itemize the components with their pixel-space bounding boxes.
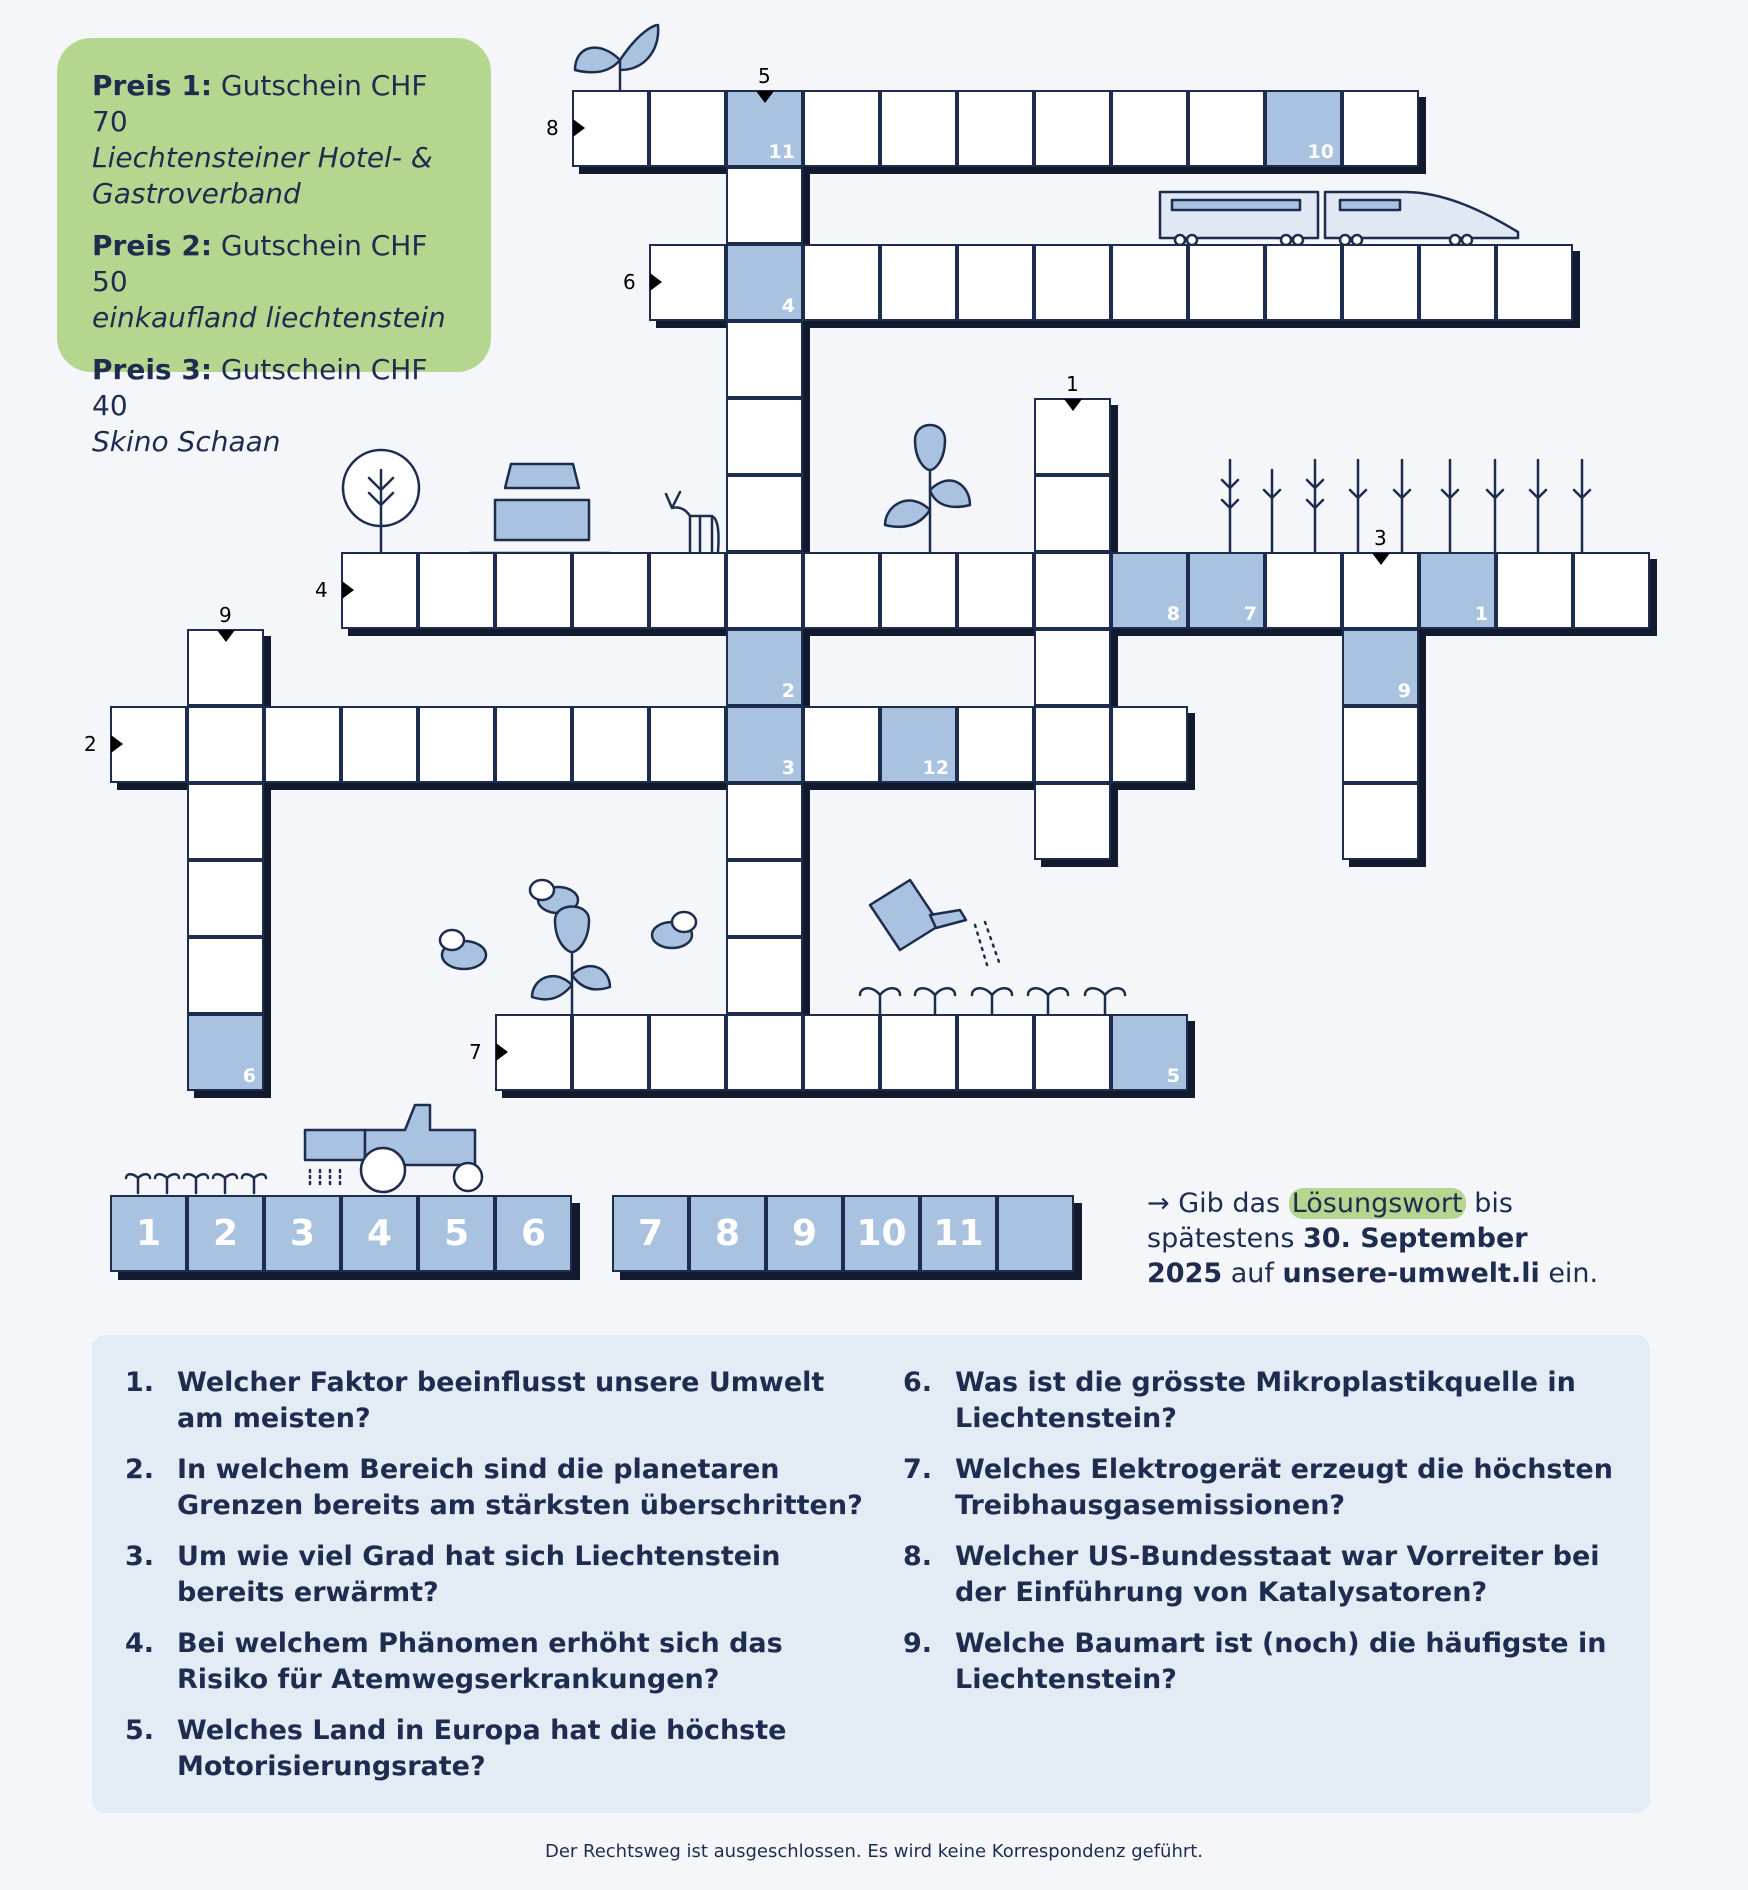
crossword-cell[interactable]: [880, 552, 957, 629]
arrow-right-icon: [496, 1043, 508, 1061]
prize-1: [92, 68, 467, 212]
prize-sponsor: Skino Schaan: [92, 425, 281, 458]
submit-text: auf: [1230, 1258, 1274, 1289]
solution-letter-index: 2: [781, 680, 795, 702]
crossword-cell[interactable]: [1034, 629, 1111, 706]
crossword-cell[interactable]: [1573, 552, 1650, 629]
crossword-cell[interactable]: [495, 706, 572, 783]
crossword-cell-solution[interactable]: [1111, 1014, 1188, 1091]
crossword-cell[interactable]: [1034, 475, 1111, 552]
question-number: 9.: [903, 1628, 933, 1659]
prize-title: Preis 1:: [92, 69, 213, 102]
crossword-cell[interactable]: [803, 706, 880, 783]
crossword-cell[interactable]: [341, 706, 418, 783]
clue-number: 9: [219, 603, 232, 627]
solution-box[interactable]: 3: [264, 1195, 341, 1272]
question-number: 8.: [903, 1541, 933, 1572]
crossword-cell[interactable]: [880, 1014, 957, 1091]
watering-can-icon: [870, 880, 999, 965]
prize-box: [57, 38, 491, 458]
clue-number: 6: [623, 270, 636, 294]
solution-letter-index: 12: [922, 757, 949, 779]
crossword-cell[interactable]: [187, 860, 264, 937]
crossword-cell[interactable]: [418, 706, 495, 783]
prize-3: [92, 352, 467, 460]
prize-value: Gutschein CHF 70: [92, 69, 428, 138]
solution-box[interactable]: 7: [612, 1195, 689, 1272]
crossword-cell[interactable]: [803, 552, 880, 629]
crossword-cell[interactable]: [572, 1014, 649, 1091]
arrow-right-icon: [111, 735, 123, 753]
solution-letter-index: 9: [1397, 680, 1411, 702]
bee-icon: [440, 880, 696, 969]
crossword-cell[interactable]: [418, 552, 495, 629]
question-text: Um wie viel Grad hat sich Liechtenstein bereits erwärmt?: [177, 1541, 781, 1608]
clue-number: 7: [469, 1040, 482, 1064]
crossword-cell[interactable]: [1265, 552, 1342, 629]
question-text: Welcher US-Bundesstaat war Vorreiter bei der Einführung von Katalysatoren?: [955, 1541, 1600, 1608]
crossword-cell[interactable]: [1342, 244, 1419, 321]
clue-number: 3: [1374, 526, 1387, 550]
crossword-cell[interactable]: [495, 552, 572, 629]
clue-number: 8: [546, 116, 559, 140]
prize-value: Gutschein CHF 50: [92, 229, 428, 298]
crossword-cell[interactable]: [726, 398, 803, 475]
solution-box[interactable]: 11: [920, 1195, 997, 1272]
crossword-cell[interactable]: [1034, 1014, 1111, 1091]
crossword-cell-solution[interactable]: [726, 706, 803, 783]
solution-letter-index: 10: [1307, 141, 1334, 163]
prize-value: Gutschein CHF 40: [92, 353, 428, 422]
crossword-cell[interactable]: [726, 167, 803, 244]
wheat-icon: [1222, 460, 1590, 553]
crossword-cell[interactable]: [1496, 552, 1573, 629]
crossword-cell[interactable]: [1034, 552, 1111, 629]
crossword-cell-solution[interactable]: [726, 244, 803, 321]
question-number: 1.: [125, 1367, 155, 1398]
crossword-cell-solution[interactable]: [1188, 552, 1265, 629]
crossword-cell[interactable]: [1188, 244, 1265, 321]
crossword-cell[interactable]: [187, 937, 264, 1014]
solution-word-label: Lösungswort: [1289, 1188, 1466, 1219]
arrow-right-icon: [650, 273, 662, 291]
crossword-cell[interactable]: [1342, 90, 1419, 167]
solution-letter-index: 8: [1166, 603, 1180, 625]
submit-text: ein.: [1548, 1258, 1599, 1289]
crossword-cell[interactable]: [1034, 783, 1111, 860]
footer-disclaimer: Der Rechtsweg ist ausgeschlossen. Es wird keine Korrespondenz geführt.: [544, 1841, 1204, 1862]
solution-box[interactable]: 9: [766, 1195, 843, 1272]
solution-letter-index: 11: [768, 141, 795, 163]
question-text: Welche Baumart ist (noch) die häufigste in Liechtenstein?: [955, 1628, 1607, 1695]
crossword-cell[interactable]: [264, 706, 341, 783]
crossword-cell-solution[interactable]: [1342, 629, 1419, 706]
question-number: 5.: [125, 1715, 155, 1746]
crossword-cell[interactable]: [803, 1014, 880, 1091]
tree-icon: [343, 450, 419, 553]
prize-title: Preis 2:: [92, 229, 213, 262]
train-icon: [1160, 192, 1518, 245]
crossword-cell[interactable]: [1034, 706, 1111, 783]
rose-icon: [885, 425, 970, 553]
arrow-right-icon: →: [1147, 1188, 1170, 1219]
crossword-cell[interactable]: [649, 1014, 726, 1091]
crossword-cell[interactable]: [1111, 90, 1188, 167]
crossword-cell[interactable]: [726, 860, 803, 937]
solution-letter-index: 3: [781, 757, 795, 779]
crossword-cell[interactable]: [1188, 90, 1265, 167]
crossword-cell-solution[interactable]: [880, 706, 957, 783]
crossword-cell[interactable]: [649, 90, 726, 167]
question-text: Welches Elektrogerät erzeugt die höchsten Treibhausgasemissionen?: [955, 1454, 1613, 1521]
solution-letter-index: 5: [1166, 1065, 1180, 1087]
crossword-cell[interactable]: [1342, 783, 1419, 860]
crossword-cell[interactable]: [1034, 244, 1111, 321]
deer-icon: [666, 492, 719, 552]
crossword-cell[interactable]: [803, 90, 880, 167]
crossword-cell[interactable]: [726, 937, 803, 1014]
solution-letter-index: 6: [242, 1065, 256, 1087]
crossword-cell[interactable]: [803, 244, 880, 321]
crossword-cell[interactable]: [726, 321, 803, 398]
crossword-cell[interactable]: [957, 706, 1034, 783]
crossword-cell[interactable]: [726, 1014, 803, 1091]
seedling-icon: [575, 25, 658, 90]
solution-letter-index: 7: [1243, 603, 1257, 625]
submit-text: Gib das: [1178, 1188, 1281, 1219]
crossword-cell[interactable]: [726, 783, 803, 860]
crossword-cell[interactable]: [1265, 244, 1342, 321]
solution-box[interactable]: [997, 1195, 1074, 1272]
prize-title: Preis 3:: [92, 353, 213, 386]
crossword-cell[interactable]: [1342, 706, 1419, 783]
question-text: Was ist die grösste Mikroplastikquelle in Liechtenstein?: [955, 1367, 1576, 1434]
question-number: 4.: [125, 1628, 155, 1659]
solution-box[interactable]: 5: [418, 1195, 495, 1272]
crossword-cell[interactable]: [1111, 244, 1188, 321]
question-number: 6.: [903, 1367, 933, 1398]
clue-number: 5: [758, 64, 771, 88]
crossword-cell[interactable]: [1419, 244, 1496, 321]
question-text: Bei welchem Phänomen erhöht sich das Risiko für Atemwegserkrankungen?: [177, 1628, 783, 1695]
solution-box[interactable]: 10: [843, 1195, 920, 1272]
question-number: 2.: [125, 1454, 155, 1485]
crossword-cell[interactable]: [880, 244, 957, 321]
crossword-cell-solution[interactable]: [726, 629, 803, 706]
crossword-cell[interactable]: [649, 552, 726, 629]
question-text: Welches Land in Europa hat die höchste Motorisierungsrate?: [177, 1715, 787, 1782]
solution-box[interactable]: 1: [110, 1195, 187, 1272]
arrow-down-icon: [1064, 399, 1082, 411]
crossword-cell-solution[interactable]: [1265, 90, 1342, 167]
crossword-cell[interactable]: [1496, 244, 1573, 321]
question-text: Welcher Faktor beeinflusst unsere Umwelt am meisten?: [177, 1367, 825, 1434]
tractor-icon: [305, 1105, 482, 1192]
crossword-cell[interactable]: [572, 552, 649, 629]
arrow-down-icon: [756, 91, 774, 103]
solution-letter-index: 4: [781, 295, 795, 317]
crossword-cell[interactable]: [957, 244, 1034, 321]
seedling-icon: [126, 1174, 266, 1193]
solution-letter-index: 1: [1474, 603, 1488, 625]
prize-sponsor: einkaufland liechtenstein: [92, 301, 446, 334]
arrow-down-icon: [1372, 553, 1390, 565]
crossword-cell[interactable]: [726, 552, 803, 629]
submit-instructions: [1147, 1186, 1607, 1291]
crossword-cell[interactable]: [1111, 706, 1188, 783]
rose-icon: [532, 907, 610, 1016]
crossword-cell-solution[interactable]: [1419, 552, 1496, 629]
crossword-cell[interactable]: [1034, 90, 1111, 167]
clue-number: 4: [315, 578, 328, 602]
question-text: In welchem Bereich sind die planetaren Grenzen bereits am stärksten überschritten?: [177, 1454, 863, 1521]
solution-box[interactable]: 4: [341, 1195, 418, 1272]
crossword-cell-solution[interactable]: [1111, 552, 1188, 629]
arrow-down-icon: [217, 630, 235, 642]
clue-number: 2: [84, 732, 97, 756]
crossword-cell[interactable]: [957, 1014, 1034, 1091]
crossword-cell[interactable]: [187, 706, 264, 783]
solution-box[interactable]: 6: [495, 1195, 572, 1272]
crossword-cell[interactable]: [572, 706, 649, 783]
crossword-cell[interactable]: [187, 783, 264, 860]
crossword-cell-solution[interactable]: [187, 1014, 264, 1091]
arrow-right-icon: [573, 119, 585, 137]
crossword-cell[interactable]: [880, 90, 957, 167]
arrow-right-icon: [342, 581, 354, 599]
submit-text: bis spätestens: [1147, 1188, 1513, 1254]
clue-number: 1: [1066, 372, 1079, 396]
seedling-icon: [860, 988, 1125, 1015]
car-icon: [470, 464, 610, 553]
question-number: 3.: [125, 1541, 155, 1572]
solution-box[interactable]: 2: [187, 1195, 264, 1272]
solution-box[interactable]: 8: [689, 1195, 766, 1272]
crossword-cell[interactable]: [649, 706, 726, 783]
deadline-date: 30. September 2025: [1147, 1223, 1528, 1289]
crossword-cell[interactable]: [726, 475, 803, 552]
prize-sponsor: Liechtensteiner Hotel- & Gastroverband: [92, 141, 433, 210]
prize-2: [92, 228, 467, 336]
crossword-cell[interactable]: [957, 552, 1034, 629]
website-link[interactable]: unsere-umwelt.li: [1282, 1258, 1540, 1289]
crossword-cell[interactable]: [957, 90, 1034, 167]
question-number: 7.: [903, 1454, 933, 1485]
